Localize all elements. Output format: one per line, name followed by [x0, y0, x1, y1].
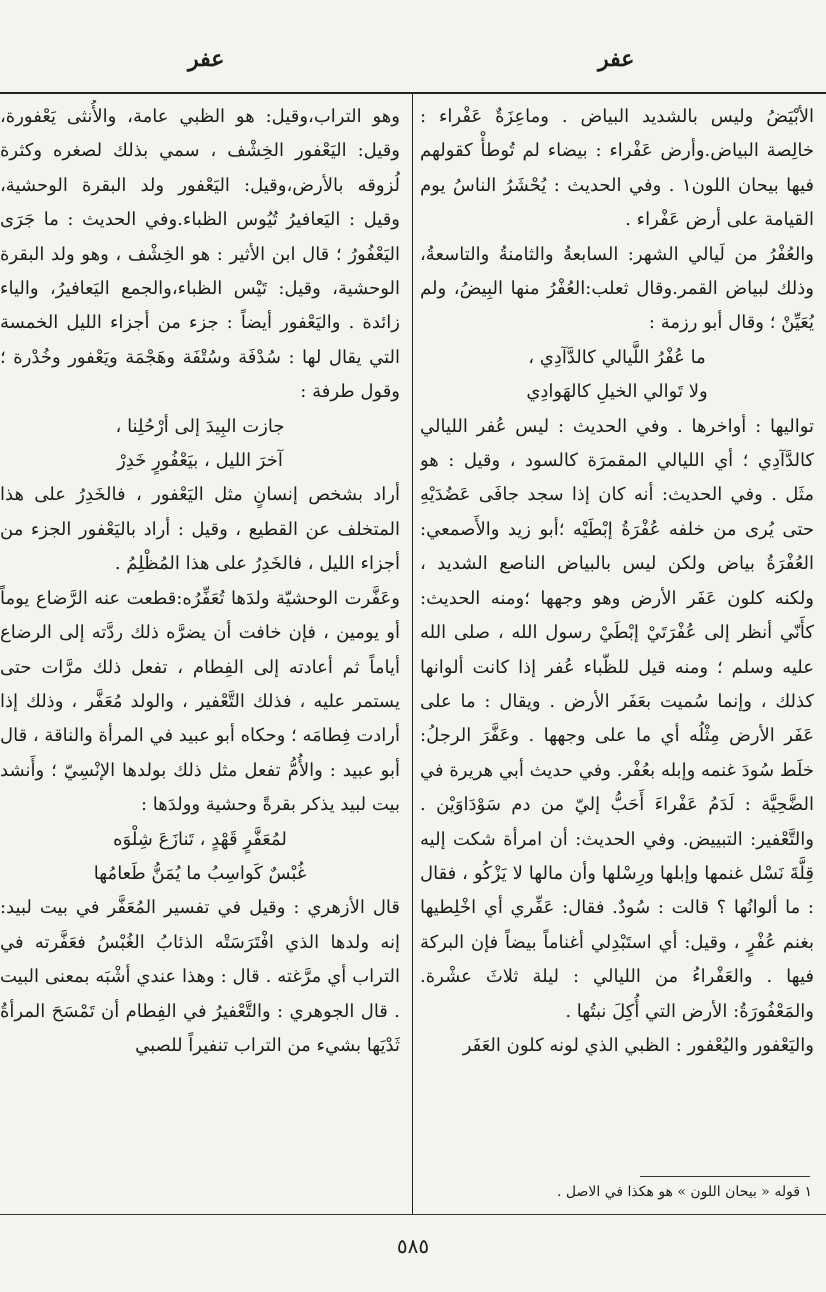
left-column — [0, 100, 400, 1208]
header-rule — [0, 92, 826, 94]
right-verse-line-2: ولا تَوالي الخيلِ كالهَوادِي — [526, 381, 708, 403]
left-paragraph-1: وهو التراب،وقيل: هو الظبي عامة، والأُنثى يَعْفورة، وقيل: اليَعْفور الخِشْف ، سمي بذلك لصغره وكثرة لُزوقه بالأرض،وقيل: اليَعْفور ولد البقرة الوحشية، وقيل : اليَعافيرُ تُيُوس الظباء.وفي الحديث : ما جَرَى اليَعْفُورُ ؛ قال ابن الأثير : هو الخِشْف ، وهو ولد البقرة الوحشية، وقيل: تَيْس الظباء،والجمع اليَعافيرُ، والياء زائدة . واليَعْفور أيضاً : جزء من أجزاء الليل الخمسة التي يقال لها : سُدْفَة وسُتْفَة وهَجْمَة ويَعْفور وخُدْرة ؛ وقول طرفة : — [0, 106, 400, 403]
right-verse-line-1: ما عُفْرُ اللَّيالي كالدَّآدِي ، — [528, 346, 706, 368]
footer-rule — [0, 1214, 826, 1215]
left-verse-line-1: جازت البِيدَ إلى أرْحُلِنا ، — [115, 415, 285, 437]
left-verse-line-3: لمُعَفَّرٍ قَهْدٍ ، تَنازَعَ شِلْوَه — [113, 828, 287, 850]
column-divider — [412, 94, 413, 1214]
right-column — [420, 100, 814, 1186]
left-paragraph-3: وعَفَّرت الوحشيّة ولدَها تُعَفِّرُه:قطعت عنه الرَّضاع يوماً أو يومين ، فإن خافت أن يضرَّه ذلك ردَّته إلى الرضاع أياماً ثم أعادته إلى الفِطام ، تفعل ذلك مرَّات حتى يستمر عليه ، فذلك التَّعْفير ، والولد مُعَفَّر ، وذلك إذا أرادت فِطامَه ؛ وحكاه أبو عبيد في المرأة والناقة ، قال أبو عبيد : والأُمُّ تفعل مثل ذلك بولدها الإنْسِيّ ؛ وأَنشد بيت لبيد يذكر بقرةً وحشية وولدَها : — [0, 587, 400, 816]
running-header-right: عفر — [598, 46, 635, 72]
left-paragraph-4: قال الأزهري : وقيل في تفسير المُعَفَّر في بيت لبيد: إنه ولدها الذي افْتَرَسَتْه الذئابُ الغُبْسُ فعَفَّرته في التراب أي مرَّغته . قال : وهذا عندي أشْبَه بمعنى البيت . قال الجوهري : والتَّعْفيرُ في الفِطام أن تَمْسَحَ المرأةُ ثَدْيَها بشيء من التراب تنفيراً للصبي — [0, 897, 400, 1056]
page-number: ٥٨٥ — [396, 1234, 430, 1258]
footnote-rule — [640, 1176, 810, 1177]
left-verse-line-2: آخرَ الليل ، بيَعْفُورٍ خَدِرْ — [117, 450, 283, 472]
left-verse-line-4: غُبْسٌ كَواسِبُ ما يُمَنُّ طَعامُها — [93, 862, 307, 884]
right-paragraph-2: والعُفْرُ من لَيالي الشهر: السابعةُ والثامنةُ والتاسعةُ، وذلك لبياض القمر.وقال ثعلب:العُفْرُ منها البِيضُ، ولم يُعَيِّنْ ؛ وقال أبو رزمة : — [420, 243, 814, 334]
running-header-left: عفر — [188, 46, 225, 72]
right-paragraph-4: واليَعْفور واليُعْفور : الظبي الذي لونه كلون العَفَر — [462, 1034, 814, 1056]
footnote: ١ قوله « بيحان اللون » هو هكذا في الاصل . — [556, 1184, 812, 1200]
left-paragraph-2: أراد بشخص إنسانٍ مثل اليَعْفور ، فالخَدِرُ على هذا المتخلف عن القطيع ، وقيل : أراد باليَعْفور الجزء من أجزاء الليل ، فالخَدِرُ على هذا المُظْلِمُ . — [0, 484, 400, 575]
right-paragraph-1: الأبْيَضُ وليس بالشديد البياض . وماعِزَةٌ عَفْراء : خالِصة البياض.وأرض عَفْراء : بيضاء لم تُوطأْ كقولهم فيها بيحان اللون١ . وفي الحديث : يُحْشَرُ الناسُ يوم القيامة على أرض عَفْراء . — [420, 106, 814, 231]
right-paragraph-3: تواليها : أواخرها . وفي الحديث : ليس عُفر الليالي كالدَّآدِي ؛ أي الليالي المقمرَة كالسود ، وقيل : هو مثَل . وفي الحديث: أنه كان إذا سجد جافَى عَضُدَيْهِ حتى يُرى من خلفه عُفْرَةُ إبْطَيْه ؛أبو زيد والأَصمعي: العُفْرَةُ بياض ولكن ليس بالبياض الناصع الشديد ، ولكنه كلون عَفَر الأرض وهو وجهها ؛ومنه الحديث: كأَنّي أنظر إلى عُفْرَتَيْ إبْطَيْ رسول الله ، صلى الله عليه وسلم ؛ ومنه قيل للظّباء عُفر إذا كانت ألوانها كذلك ، وإنما سُميت بعَفَر الأرض . ويقال : ما على عَفَر الأرض مِثْلُه أي ما على وجهها . وعَفَّرَ الرجلُ: خلَط سُودَ غنمه وإبله بعُفْر. وفي حديث أبي هريرة في الضَّحِيَّة : لَدَمُ عَفْراءَ أَحَبُّ إليّ من دم سَوْدَاوَيْن . والتَّعْفير: التبييض. وفي الحديث: أن امرأة شكت إليه قِلَّةَ نَسْل غنمها وإبلها ورِسْلها وأن مالها لا يَزْكُو ، فقال : ما ألوانُها ؟ قالت : سُودٌ. فقال: عَفِّري أي اخْلِطيها بغنم عُفْرٍ ، وقيل: أي استَبْدِلي أغناماً بيضاً فإن البركة فيها . والعَفْراءُ من الليالي : ليلة ثلاثَ عشْرة. والمَعْفُورَةُ: الأرض التي أُكِلَ نبتُها . — [420, 415, 814, 1022]
